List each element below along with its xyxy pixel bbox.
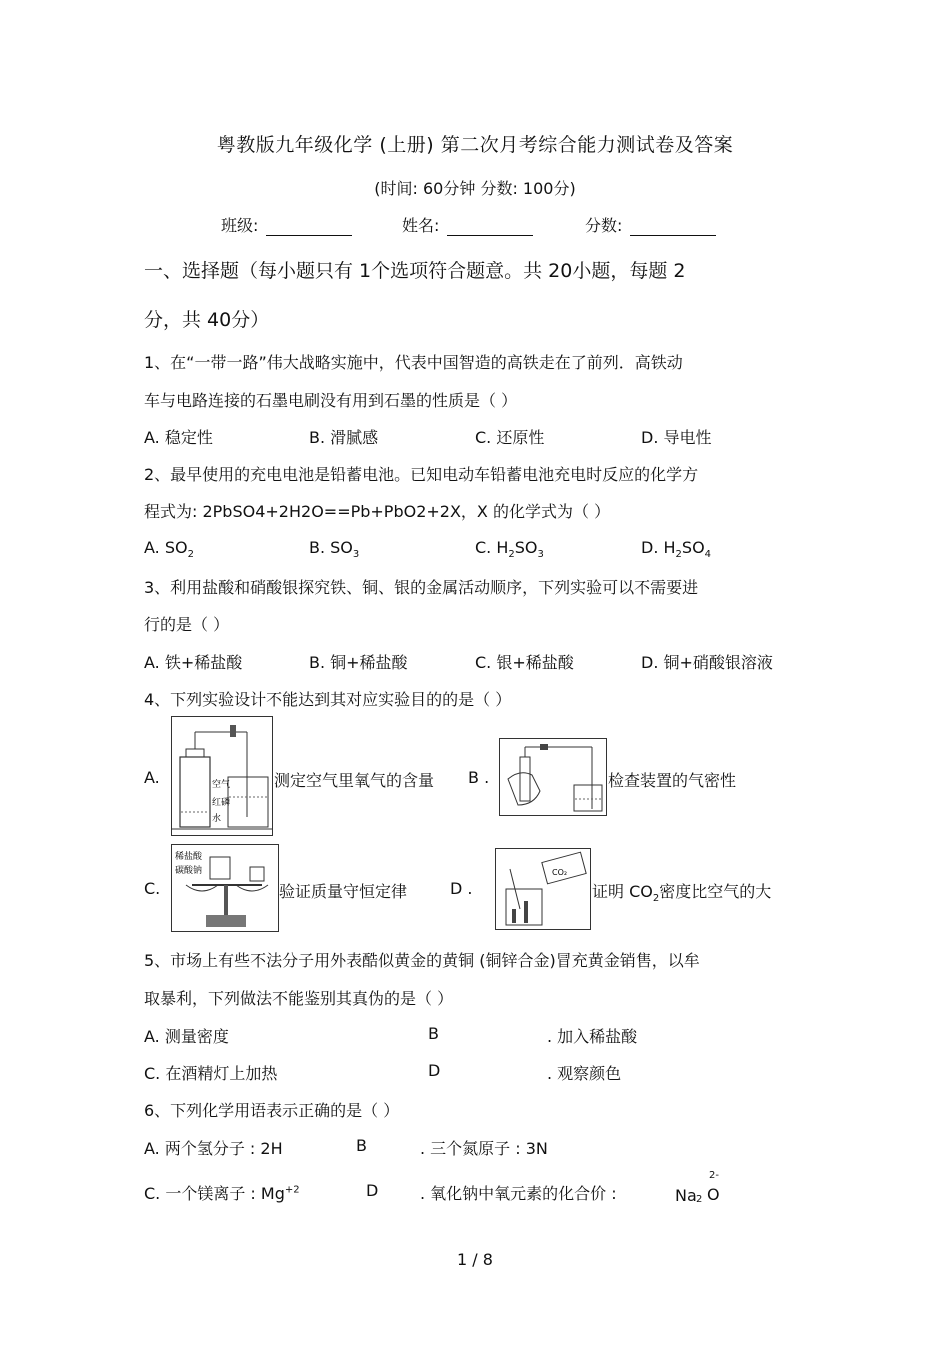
- name-label: 姓名:: [402, 216, 440, 235]
- score-field: [585, 213, 716, 236]
- q5-line1: 5、市场上有些不法分子用外表酷似黄金的黄铜 (铜锌合金)冒充黄金销售，以牟: [144, 951, 700, 970]
- q5-option-d-letter: D: [428, 1061, 441, 1080]
- q4-figure-a-apparatus: [171, 716, 273, 836]
- q2-option-d: D. $H_2SO_4$: [641, 538, 712, 561]
- q2-option-a: A. $SO_2$: [144, 538, 194, 561]
- section-heading-line2: 分，共 40分）: [144, 309, 270, 331]
- q4-figure-d-co2-pour: [495, 848, 591, 930]
- q1-option-a: A. 稳定性: [144, 428, 213, 447]
- q2-line1: 2、最早使用的充电电池是铅蓄电池。已知电动车铅蓄电池充电时反应的化学方: [144, 465, 699, 484]
- q6-option-d-letter: D: [366, 1181, 379, 1200]
- q4-option-b-label: B .: [468, 768, 490, 787]
- q3-option-d: D. 铜+硝酸银溶液: [641, 653, 773, 672]
- q6-option-b-letter: B: [356, 1136, 367, 1155]
- q5-option-c: C. 在酒精灯上加热: [144, 1064, 278, 1083]
- q1-option-c: C. 还原性: [475, 428, 545, 447]
- q3-option-a: A. 铁+稀盐酸: [144, 653, 243, 672]
- svg-text:红磷: 红磷: [212, 798, 231, 808]
- q5-line2: 取暴利，下列做法不能鉴别其真伪的是（ ）: [144, 989, 454, 1008]
- q6-option-a: A. 两个氢分子 : 2H: [144, 1139, 283, 1158]
- svg-text:空气: 空气: [212, 780, 231, 790]
- q4-option-a-label: A.: [144, 768, 160, 787]
- name-field: [402, 213, 533, 236]
- q6-option-d: . 氧化钠中氧元素的化合价 :: [420, 1184, 617, 1203]
- q4-option-d-label: D .: [450, 879, 473, 898]
- q1-option-b: B. 滑腻感: [309, 428, 379, 447]
- class-blank: [266, 217, 352, 236]
- svg-text:稀盐酸: 稀盐酸: [175, 852, 203, 862]
- q6-option-c: C. 一个镁离子 : $Mg^{+2}$: [144, 1184, 300, 1203]
- q4-option-b-text: 检查装置的气密性: [608, 771, 737, 790]
- q4-option-a-text: 测定空气里氧气的含量: [274, 771, 435, 790]
- time-score-line: (时间: 60分钟 分数: 100分): [374, 179, 576, 198]
- q3-line1: 3、利用盐酸和硝酸银探究铁、铜、银的金属活动顺序，下列实验可以不需要进: [144, 578, 699, 597]
- q1-option-d: D. 导电性: [641, 428, 712, 447]
- q5-option-b-letter: B: [428, 1024, 439, 1043]
- q1-line1: 1、在“一带一路”伟大战略实施中，代表中国智造的高铁走在了前列．高铁动: [144, 353, 683, 372]
- q6-option-b: . 三个氮原子 : 3N: [420, 1139, 548, 1158]
- q2-line2: 程式为: 2PbSO4+2H2O==Pb+PbO2+2X，X 的化学式为（ ）: [144, 502, 611, 521]
- q4-figure-b-apparatus: [499, 738, 607, 816]
- q5-option-d: . 观察颜色: [547, 1064, 622, 1083]
- q3-option-c: C. 银+稀盐酸: [475, 653, 574, 672]
- score-blank: [630, 217, 716, 236]
- svg-text:水: 水: [212, 814, 222, 824]
- q1-line2: 车与电路连接的石墨电刷没有用到石墨的性质是（ ）: [144, 391, 518, 410]
- name-blank: [447, 217, 533, 236]
- page-number: 1 / 8: [457, 1250, 493, 1269]
- q5-option-b: . 加入稀盐酸: [547, 1027, 638, 1046]
- svg-text:CO₂: CO₂: [552, 868, 568, 877]
- q3-option-b: B. 铜+稀盐酸: [309, 653, 408, 672]
- q4-option-d-text: 证明 $CO_2$密度比空气的大: [592, 882, 772, 905]
- class-label: 班级:: [221, 216, 259, 235]
- q4-option-c-label: C.: [144, 879, 161, 898]
- q2-option-b: B. $SO_3$: [309, 538, 360, 561]
- sodium-oxide-formula: 2- Na 2 O: [675, 1170, 720, 1205]
- section-heading-line1: 一、选择题（每小题只有 1个选项符合题意。共 20小题，每题 2: [144, 260, 686, 282]
- svg-text:碳酸钠: 碳酸钠: [175, 866, 203, 876]
- q4-option-c-text: 验证质量守恒定律: [279, 882, 408, 901]
- page-title: 粤教版九年级化学 (上册) 第二次月考综合能力测试卷及答案: [216, 134, 734, 156]
- score-label: 分数:: [585, 216, 623, 235]
- q4-line1: 4、下列实验设计不能达到其对应实验目的的是（ ）: [144, 690, 512, 709]
- q2-option-c: C. $H_2SO_3$: [475, 538, 544, 561]
- q4-figure-c-balance: [171, 844, 279, 932]
- q3-line2: 行的是（ ）: [144, 615, 230, 634]
- q5-option-a: A. 测量密度: [144, 1027, 229, 1046]
- class-field: [221, 213, 352, 236]
- q6-line1: 6、下列化学用语表示正确的是（ ）: [144, 1101, 400, 1120]
